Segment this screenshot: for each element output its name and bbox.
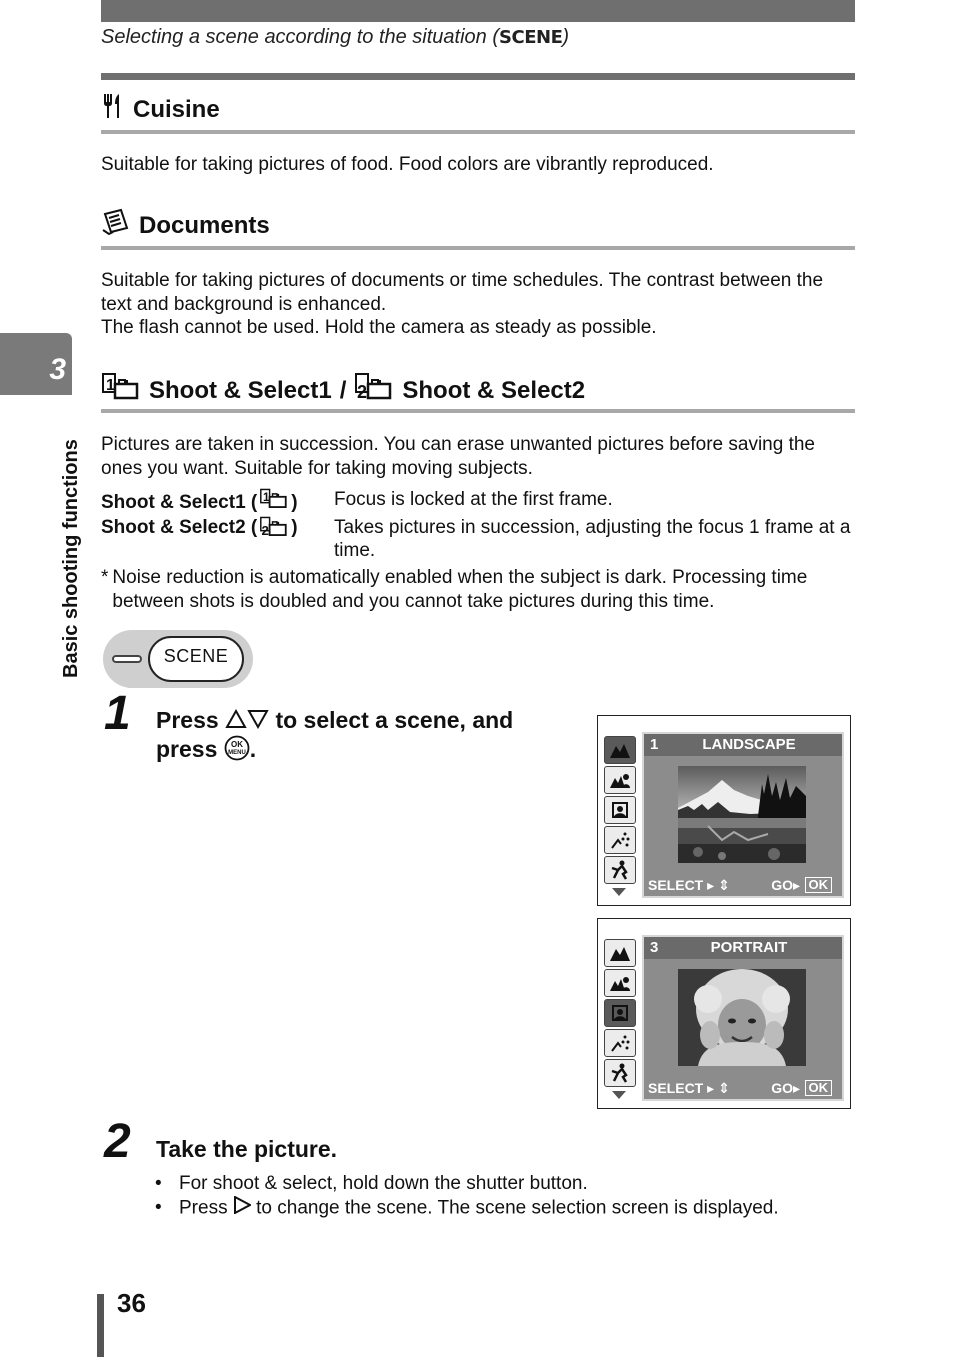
shoot-select1-icon xyxy=(257,488,291,516)
scene-icon-column xyxy=(604,736,638,886)
documents-heading xyxy=(101,208,270,243)
documents-body xyxy=(101,269,855,340)
svg-text:OK: OK xyxy=(230,740,243,750)
shoot-select2-icon xyxy=(354,372,394,409)
night-scene-icon xyxy=(604,1029,636,1057)
cuisine-title: Cuisine xyxy=(133,95,220,123)
document-icon xyxy=(101,208,131,243)
landscape-icon xyxy=(604,939,636,967)
note xyxy=(101,566,855,613)
ok-key: OK xyxy=(805,1080,833,1096)
scroll-down-icon xyxy=(612,888,626,896)
documents-title: Documents xyxy=(139,211,270,239)
scene-button-label: SCENE xyxy=(163,646,229,666)
cuisine-rule xyxy=(101,130,855,134)
scroll-down-icon xyxy=(612,1091,626,1099)
svg-text:MENU: MENU xyxy=(227,750,246,757)
scene-dial-mark xyxy=(112,655,142,663)
documents-rule xyxy=(101,246,855,250)
scene-icon-column xyxy=(604,939,638,1089)
running-head-text: Selecting a scene according to the situation ( xyxy=(101,26,500,48)
shoot-select2-title: Shoot & Select2 xyxy=(402,376,586,404)
sport-icon xyxy=(604,856,636,884)
mode-desc: Takes pictures in succession, adjusting the focus 1 frame at a time. xyxy=(334,517,851,561)
page-number: 36 xyxy=(117,1288,146,1318)
mode-desc: Focus is locked at the first frame. xyxy=(334,489,613,510)
landscape-portrait-icon xyxy=(604,766,636,794)
running-head xyxy=(101,26,569,49)
select-hint: SELECT ▸ ⇕ xyxy=(648,1080,730,1096)
step-1-text: Press to select a scene, and press OK MENU . xyxy=(156,707,576,767)
scene-word: SCENE xyxy=(499,27,563,48)
portrait-icon xyxy=(604,796,636,824)
header-rule xyxy=(101,73,855,80)
lcd-screen-portrait xyxy=(597,918,851,1109)
cuisine-heading xyxy=(101,92,220,127)
chapter-label: Basic shooting functions xyxy=(60,439,82,678)
shoot-select-body: Pictures are taken in succession. You can erase unwanted pictures before saving the ones you want. Suitable for taking moving subjects. xyxy=(101,434,815,479)
mode-row xyxy=(101,488,855,516)
svg-text:2: 2 xyxy=(357,382,368,402)
mode-table xyxy=(101,488,855,562)
portrait-icon xyxy=(604,999,636,1027)
ok-menu-icon xyxy=(224,735,250,767)
shoot-select1-icon xyxy=(101,372,141,409)
up-triangle-icon xyxy=(225,708,247,735)
lcd-display xyxy=(642,732,844,898)
step-2-text: Take the picture. xyxy=(156,1136,338,1162)
lcd-footer xyxy=(644,874,842,896)
list-item: • For shoot & select, hold down the shutter button. xyxy=(155,1173,588,1194)
lcd-header: 3 PORTRAIT xyxy=(644,937,842,959)
running-head-suffix: ) xyxy=(562,26,570,48)
shoot-select2-icon xyxy=(257,516,291,544)
right-triangle-icon xyxy=(233,1196,251,1221)
portrait-photo xyxy=(678,969,806,1066)
sport-icon xyxy=(604,1059,636,1087)
documents-body-line2: The flash cannot be used. Hold the camera as steady as possible. xyxy=(101,317,657,338)
select-hint: SELECT ▸ ⇕ xyxy=(648,877,730,893)
step-1-number: 1 xyxy=(104,687,131,740)
mode-name: Shoot & Select2 ( 2 ) xyxy=(101,516,334,562)
lcd-screen-landscape xyxy=(597,715,851,906)
lcd-footer xyxy=(644,1077,842,1099)
mode-row xyxy=(101,516,855,562)
svg-text:1: 1 xyxy=(263,491,270,505)
landscape-photo xyxy=(678,766,806,863)
chapter-number: 3 xyxy=(49,353,66,386)
cuisine-body: Suitable for taking pictures of food. Food colors are vibrantly reproduced. xyxy=(101,154,714,175)
shoot-select-rule xyxy=(101,409,855,413)
shoot-select-heading xyxy=(101,372,585,409)
note-text: Noise reduction is automatically enabled when the subject is dark. Processing time between shots is doubled and you cannot take pictures during this time. xyxy=(112,567,808,612)
shoot-select1-title: Shoot & Select1 xyxy=(149,376,332,404)
note-mark: * xyxy=(101,567,109,588)
cutlery-icon xyxy=(101,92,125,127)
top-bar xyxy=(101,0,855,22)
down-triangle-icon xyxy=(247,708,269,735)
go-hint: GO▸ xyxy=(771,1080,800,1096)
title-separator: / xyxy=(339,376,347,404)
page-number-bar xyxy=(97,1294,104,1357)
scene-button-label-box xyxy=(148,636,244,682)
svg-text:2: 2 xyxy=(261,523,270,538)
mode-name: Shoot & Select1 ( 1 ) xyxy=(101,488,334,516)
documents-body-line1: Suitable for taking pictures of documents or time schedules. The contrast between the text and background is enhanced. xyxy=(101,270,824,315)
list-item: • Press to change the scene. The scene selection screen is displayed. xyxy=(155,1196,779,1221)
ok-key: OK xyxy=(805,877,833,893)
go-hint: GO▸ xyxy=(771,877,800,893)
step-2-bullets xyxy=(155,1172,779,1220)
lcd-display xyxy=(642,935,844,1101)
night-scene-icon xyxy=(604,826,636,854)
svg-text:1: 1 xyxy=(106,377,115,394)
landscape-portrait-icon xyxy=(604,969,636,997)
landscape-icon xyxy=(604,736,636,764)
step-2-number: 2 xyxy=(104,1115,131,1168)
lcd-header: 1 LANDSCAPE xyxy=(644,734,842,756)
